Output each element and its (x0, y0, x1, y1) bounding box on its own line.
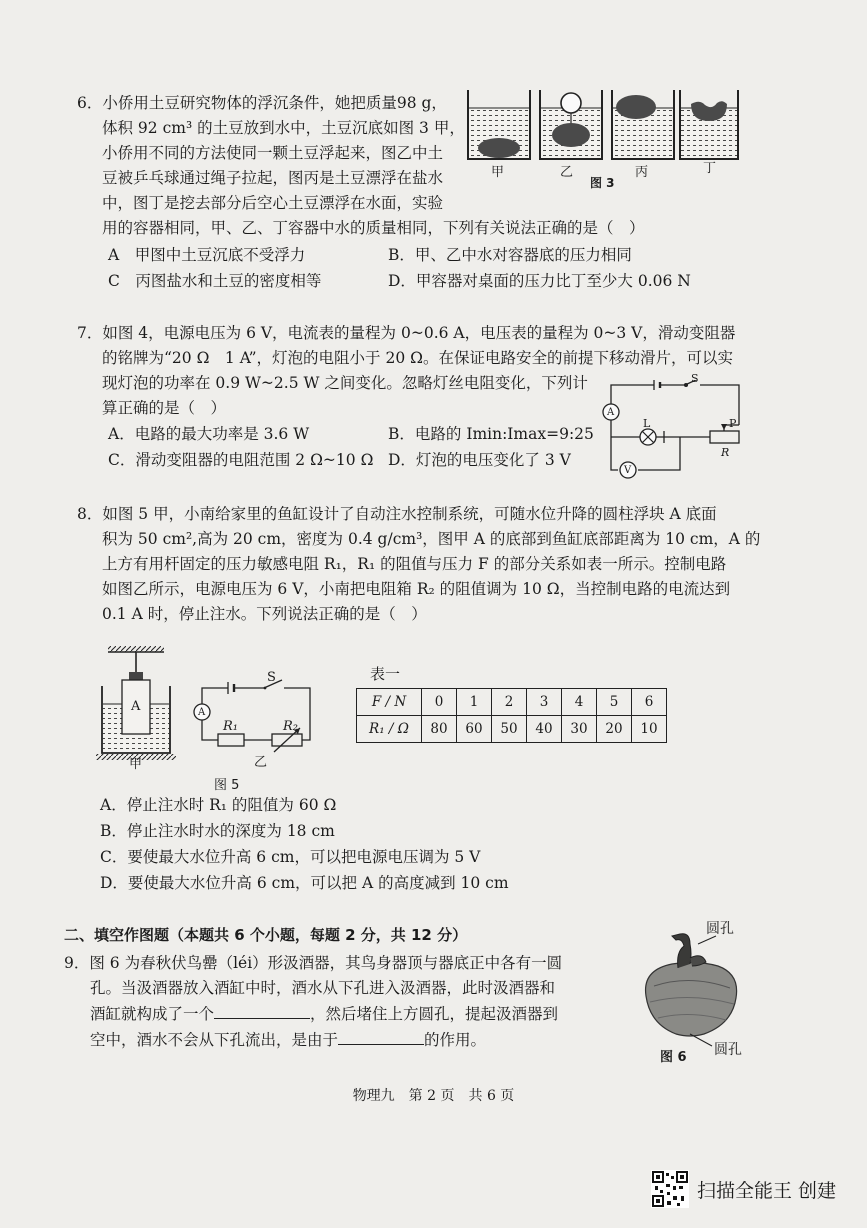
q6-line-6: 用的容器相同，甲、乙、丁容器中水的质量相同，下列有关说法正确的是（ ） (102, 219, 645, 237)
fig5-label-jia: 甲 (129, 757, 143, 772)
q6-line-2: 体积 92 cm³ 的土豆放到水中，土豆沉底如图 3 甲， (102, 119, 465, 137)
q7-line-4: 算正确的是（ ） (102, 399, 227, 417)
table-cell: 60 (457, 716, 492, 743)
fig5-label-ammeter: A (198, 707, 206, 718)
q8-line-5: 0.1 A 时，停止注水。下列说法正确的是（ ） (102, 605, 427, 623)
table-cell: 4 (562, 689, 597, 716)
q8-line-1: 8．如图 5 甲，小南给家里的鱼缸设计了自动注水控制系统，可随水位升降的圆柱浮块 A 底面 (77, 505, 717, 523)
q9-line-3-end: ，然后堵住上方圆孔，提起汲酒器到 (310, 1005, 559, 1023)
q9-line-2: 孔。当汲酒器放入酒缸中时，酒水从下孔进入汲酒器，此时汲酒器和 (90, 979, 556, 997)
scanner-watermark (651, 1170, 851, 1210)
beaker-ding (680, 90, 738, 159)
q7-option-d[interactable]: D．灯泡的电压变化了 3 V (388, 451, 571, 469)
figure-6-vessel (632, 921, 752, 1065)
q9-line-4-start: 空中，酒水不会从下孔流出，是由于 (90, 1031, 339, 1049)
q9-line-1: 9．图 6 为春秋伏鸟罍（léi）形汲酒器，其鸟身器顶与器底正中各有一圆 (64, 954, 563, 972)
q7-option-c[interactable]: C．滑动变阻器的电阻范围 2 Ω~10 Ω (108, 451, 374, 469)
beaker-bing (612, 90, 674, 159)
fig3-label-bing: 丙 (635, 165, 649, 180)
q9-answer-blank-2[interactable] (338, 1030, 424, 1045)
q6-line-3: 小侨用不同的方法使同一颗土豆浮起来，图乙中土 (102, 144, 444, 162)
q7-option-b[interactable]: B．电路的 Imin:Imax=9:25 (388, 425, 594, 443)
table-cell: 3 (527, 689, 562, 716)
table-cell: 10 (632, 716, 667, 743)
figure-5-tank (96, 646, 176, 772)
beaker-jia (468, 90, 530, 159)
q7-line-3: 现灯泡的功率在 0.9 W~2.5 W 之间变化。忽略灯丝电阻变化，下列计 (102, 374, 588, 392)
fig4-label-l: L (643, 417, 651, 430)
q9-answer-blank-1[interactable] (214, 1004, 310, 1019)
table-cell: 0 (422, 689, 457, 716)
q6-option-d[interactable]: D．甲容器对桌面的压力比丁至少大 0.06 N (388, 272, 691, 290)
page-footer: 物理九 第 2 页 共 6 页 (352, 1088, 515, 1104)
table-cell: 30 (562, 716, 597, 743)
q8-option-a[interactable]: A．停止注水时 R₁ 的阻值为 60 Ω (100, 796, 337, 814)
q9-line-3 (90, 1003, 558, 1025)
q8-option-c[interactable]: C．要使最大水位升高 6 cm，可以把电源电压调为 5 V (100, 848, 481, 866)
potato-icon (552, 123, 590, 147)
fig3-label-ding: 丁 (703, 161, 717, 176)
q8-option-d[interactable]: D．要使最大水位升高 6 cm，可以把 A 的高度减到 10 cm (100, 874, 509, 892)
bird-icon (672, 934, 691, 968)
table-cell: 2 (492, 689, 527, 716)
fig5-label-r1: R₁ (223, 719, 238, 734)
q6-option-b[interactable]: B．甲、乙中水对容器底的压力相同 (388, 246, 632, 264)
fig6-caption: 图 6 (660, 1050, 687, 1065)
figure-5-control-circuit (190, 668, 320, 776)
fig5-label-a: A (131, 699, 141, 714)
fig5-caption: 图 5 (214, 778, 240, 793)
beaker-yi (540, 90, 602, 159)
q6-line-5: 中，图丁是挖去部分后空心土豆漂浮在水面，实验 (102, 194, 444, 212)
q6-option-c[interactable]: C 丙图盐水和土豆的密度相等 (108, 272, 322, 290)
q7-line-2: 的铭牌为“20 Ω 1 A”，灯泡的电阻小于 20 Ω。在保证电路安全的前提下移动滑片，可以实 (102, 349, 733, 367)
fig3-label-yi: 乙 (560, 165, 574, 180)
fig4-label-v: V (624, 465, 632, 476)
figure-4-circuit (600, 372, 760, 482)
table-row (357, 716, 667, 743)
section-2-heading: 二、填空作图题（本题共 6 个小题，每题 2 分，共 12 分） (64, 926, 468, 944)
figure-3 (465, 88, 740, 188)
table-cell: 80 (422, 716, 457, 743)
fig4-label-p: P (729, 417, 737, 430)
fig4-label-s: S (691, 372, 699, 385)
fig5-label-yi: 乙 (254, 755, 268, 770)
fig6-label-top-hole: 圆孔 (706, 921, 734, 937)
table-cell: 40 (527, 716, 562, 743)
ping-pong-ball-icon (561, 93, 581, 113)
vessel-body-icon (646, 962, 737, 1036)
q9-line-4 (90, 1029, 486, 1051)
table-cell: 20 (597, 716, 632, 743)
fig5-label-r2: R₂ (283, 719, 298, 734)
table-header-f: F / N (357, 689, 422, 716)
table-1 (356, 688, 667, 743)
table-cell: 1 (457, 689, 492, 716)
q6-line-4: 豆被乒乓球通过绳子拉起，图丙是土豆漂浮在盐水 (102, 169, 444, 187)
q7-option-a[interactable]: A．电路的最大功率是 3.6 W (108, 425, 310, 443)
q8-line-4: 如图乙所示，电源电压为 6 V，小南把电阻箱 R₂ 的阻值调为 10 Ω，当控制电路的电流达到 (102, 580, 731, 598)
table-cell: 5 (597, 689, 632, 716)
q8-line-2: 积为 50 cm²,高为 20 cm，密度为 0.4 g/cm³，图甲 A 的底部到鱼缸底部距离为 10 cm，A 的 (102, 530, 761, 548)
qr-code-icon (651, 1170, 689, 1208)
table-cell: 6 (632, 689, 667, 716)
table-header-r: R₁ / Ω (357, 716, 422, 743)
fig3-label-jia: 甲 (491, 165, 505, 180)
q8-line-3: 上方有用杆固定的压力敏感电阻 R₁，R₁ 的阻值与压力 F 的部分关系如表一所示。控制电路 (102, 555, 727, 573)
potato-icon (616, 95, 656, 119)
q8-option-b[interactable]: B．停止注水时水的深度为 18 cm (100, 822, 335, 840)
q6-line-1: 6．小侨用土豆研究物体的浮沉条件，她把质量98 g， (77, 94, 447, 112)
potato-icon (478, 138, 520, 158)
fig3-caption: 图 3 (590, 176, 615, 190)
q7-line-1: 7．如图 4，电源电压为 6 V，电流表的量程为 0~0.6 A，电压表的量程为 0~3 V，滑动变阻器 (77, 324, 736, 342)
table-row (357, 689, 667, 716)
table-1-title: 表一 (370, 665, 401, 683)
fig6-label-bottom-hole: 圆孔 (714, 1042, 742, 1058)
fig4-label-ammeter: A (607, 407, 615, 418)
table-cell: 50 (492, 716, 527, 743)
q9-line-4-end: 的作用。 (424, 1031, 487, 1049)
fig4-label-r: R (721, 446, 730, 459)
q9-line-3-start: 酒缸就构成了一个 (90, 1005, 215, 1023)
fig5-label-s: S (267, 670, 276, 685)
q6-option-a[interactable]: A 甲图中土豆沉底不受浮力 (108, 246, 306, 264)
scanner-text: 扫描全能王 创建 (697, 1180, 837, 1202)
